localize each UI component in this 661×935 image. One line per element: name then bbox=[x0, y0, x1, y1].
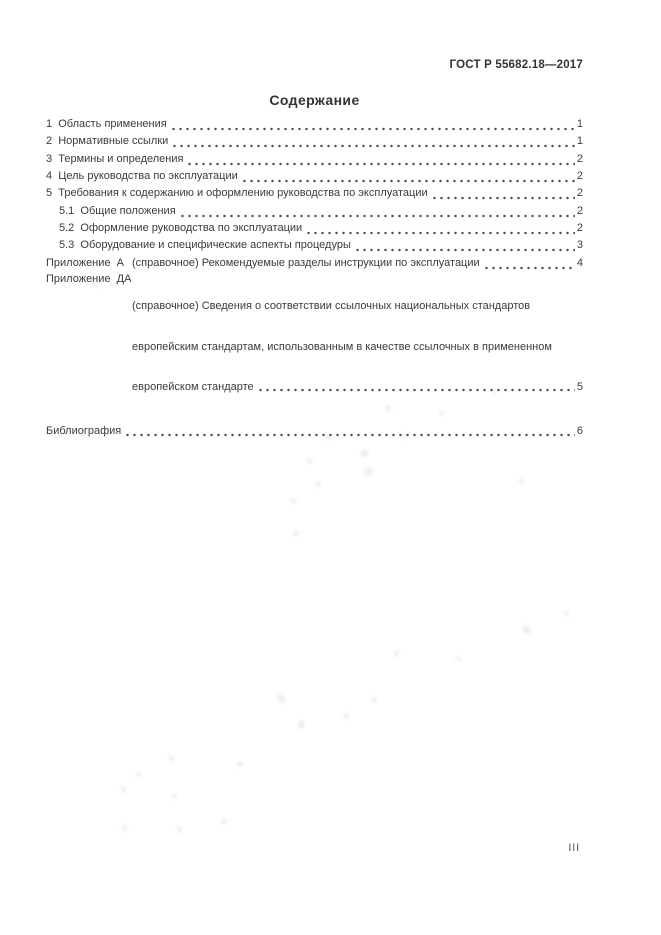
scan-noise bbox=[0, 0, 3, 3]
toc-subentry bbox=[46, 237, 583, 254]
page-number: III bbox=[568, 842, 580, 854]
toc-entry-page: 2 bbox=[576, 222, 583, 235]
appendix-text: (справочное) Рекомендуемые разделы инструкции по эксплуатации bbox=[132, 256, 480, 269]
appendix-label: Приложение А bbox=[46, 256, 124, 269]
toc-entry-page: 3 bbox=[576, 239, 583, 252]
dot-leader bbox=[186, 151, 574, 168]
toc-entry-page: 1 bbox=[576, 118, 583, 130]
toc-entry bbox=[46, 185, 583, 202]
toc-entry-page: 2 bbox=[576, 152, 583, 165]
toc-entry bbox=[46, 133, 583, 150]
toc-subentry bbox=[46, 220, 583, 237]
toc-entry-page: 2 bbox=[576, 170, 583, 183]
toc-entry-page: 4 bbox=[576, 256, 583, 269]
dot-leader bbox=[179, 203, 575, 220]
toc-entry-page: 6 bbox=[576, 424, 583, 437]
toc-entry-label: 5.3 Оборудование и специфические аспекты процедуры bbox=[59, 239, 351, 252]
toc-entry bbox=[46, 168, 583, 185]
toc-entry bbox=[46, 151, 583, 168]
appendix-text-block bbox=[132, 273, 583, 422]
toc-entry-page: 5 bbox=[576, 381, 583, 394]
appendix-text-line: европейским стандартам, использованным в качестве ссылочных в примененном bbox=[132, 340, 552, 353]
appendix-text-line: (справочное) Сведения о соответствии ссылочных национальных стандартов bbox=[132, 300, 531, 313]
appendix-text: европейском стандарте bbox=[132, 381, 254, 394]
dot-leader bbox=[354, 237, 575, 254]
toc-entry-label: Библиография bbox=[46, 424, 122, 437]
toc-appendix-a bbox=[46, 255, 583, 272]
dot-leader bbox=[431, 185, 575, 202]
dot-leader bbox=[170, 116, 575, 133]
document-code: ГОСТ Р 55682.18—2017 bbox=[449, 59, 583, 71]
toc-entry-label: 3 Термины и определения bbox=[46, 152, 184, 165]
toc-entry-label: 5 Требования к содержанию и оформлению руководства по эксплуатации bbox=[46, 187, 428, 200]
dot-leader bbox=[171, 133, 575, 150]
appendix-label: Приложение ДА bbox=[46, 273, 132, 286]
toc-entry-label: 5.1 Общие положения bbox=[59, 204, 176, 217]
table-of-contents bbox=[46, 116, 583, 440]
toc-entry-page: 2 bbox=[576, 187, 583, 200]
toc-appendix-da bbox=[46, 273, 583, 422]
dot-leader bbox=[241, 168, 575, 185]
dot-leader bbox=[124, 423, 575, 440]
toc-bibliography bbox=[46, 423, 583, 440]
page-title: Содержание bbox=[269, 92, 360, 108]
toc-entry-page: 1 bbox=[576, 135, 583, 148]
toc-subentry bbox=[46, 203, 583, 220]
toc-entry-label: 5.2 Оформление руководства по эксплуатации bbox=[59, 222, 303, 235]
dot-leader bbox=[257, 381, 575, 395]
toc-entry bbox=[46, 116, 583, 133]
toc-entry-page: 2 bbox=[576, 204, 583, 217]
toc-entry-label: 1 Область применения bbox=[46, 118, 167, 130]
toc-entry-label: 2 Нормативные ссылки bbox=[46, 135, 169, 148]
dot-leader bbox=[305, 220, 575, 237]
dot-leader bbox=[483, 255, 575, 272]
toc-entry-label: 4 Цель руководства по эксплуатации bbox=[46, 170, 238, 183]
appendix-text-line bbox=[132, 381, 583, 395]
